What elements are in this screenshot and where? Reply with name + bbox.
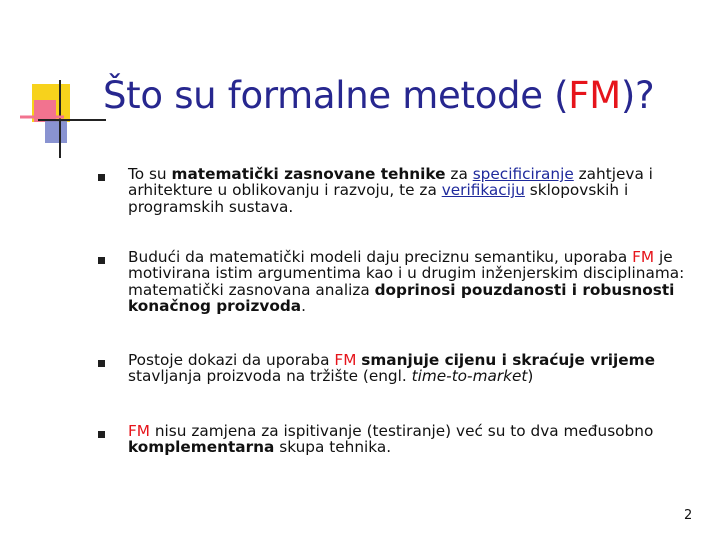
text: zahtjeva i arhitekture u oblikovanju i razvoju, te za xyxy=(128,165,653,200)
text: skupa tehnika. xyxy=(274,438,392,457)
text: stavljanja proizvoda na tržište (engl. xyxy=(128,367,412,386)
title-prefix: Što su formalne metode ( xyxy=(103,74,569,117)
bullet-marker xyxy=(98,360,105,367)
text: To su xyxy=(128,165,172,183)
text: je motivirana istim argumentima kao i u drugim inženjerskim disciplinama: matematički zasnovana analiza xyxy=(128,248,685,299)
italic-text: time-to-market xyxy=(411,367,528,386)
bold-text: smanjuje cijenu i skraćuje vrijeme xyxy=(361,351,655,369)
fm-accent: FM xyxy=(334,351,357,369)
bullet-3 xyxy=(128,352,688,385)
link-specificiranje[interactable]: specificiranje xyxy=(472,165,574,183)
text: . xyxy=(301,297,307,316)
bold-text: komplementarna xyxy=(128,438,275,457)
text: Postoje dokazi da uporaba xyxy=(128,351,335,369)
text: za xyxy=(445,165,473,183)
bullet-1 xyxy=(128,166,688,215)
text: nisu zamjena za ispitivanje (testiranje) već su to dva međusobno xyxy=(150,422,654,440)
bullet-marker xyxy=(98,431,105,438)
bold-text: matematički zasnovane tehnike xyxy=(171,165,446,183)
fm-accent: FM xyxy=(632,248,655,266)
title-accent-fm: FM xyxy=(568,74,621,117)
page-number: 2 xyxy=(684,508,693,523)
bold-text: doprinosi pouzdanosti i robusnosti konačnog proizvoda xyxy=(128,280,675,316)
fm-accent: FM xyxy=(128,422,150,440)
title-suffix: )? xyxy=(620,74,655,117)
bullet-marker xyxy=(98,174,105,181)
text: sklopovskih i programskih sustava. xyxy=(128,181,629,216)
text: Budući da matematički modeli daju preciznu semantiku, uporaba xyxy=(128,248,633,266)
link-verifikaciju[interactable]: verifikaciju xyxy=(441,181,525,200)
bullet-4 xyxy=(128,423,688,456)
bullet-2 xyxy=(128,249,688,315)
bullet-marker xyxy=(98,257,105,264)
text: ) xyxy=(527,367,534,386)
